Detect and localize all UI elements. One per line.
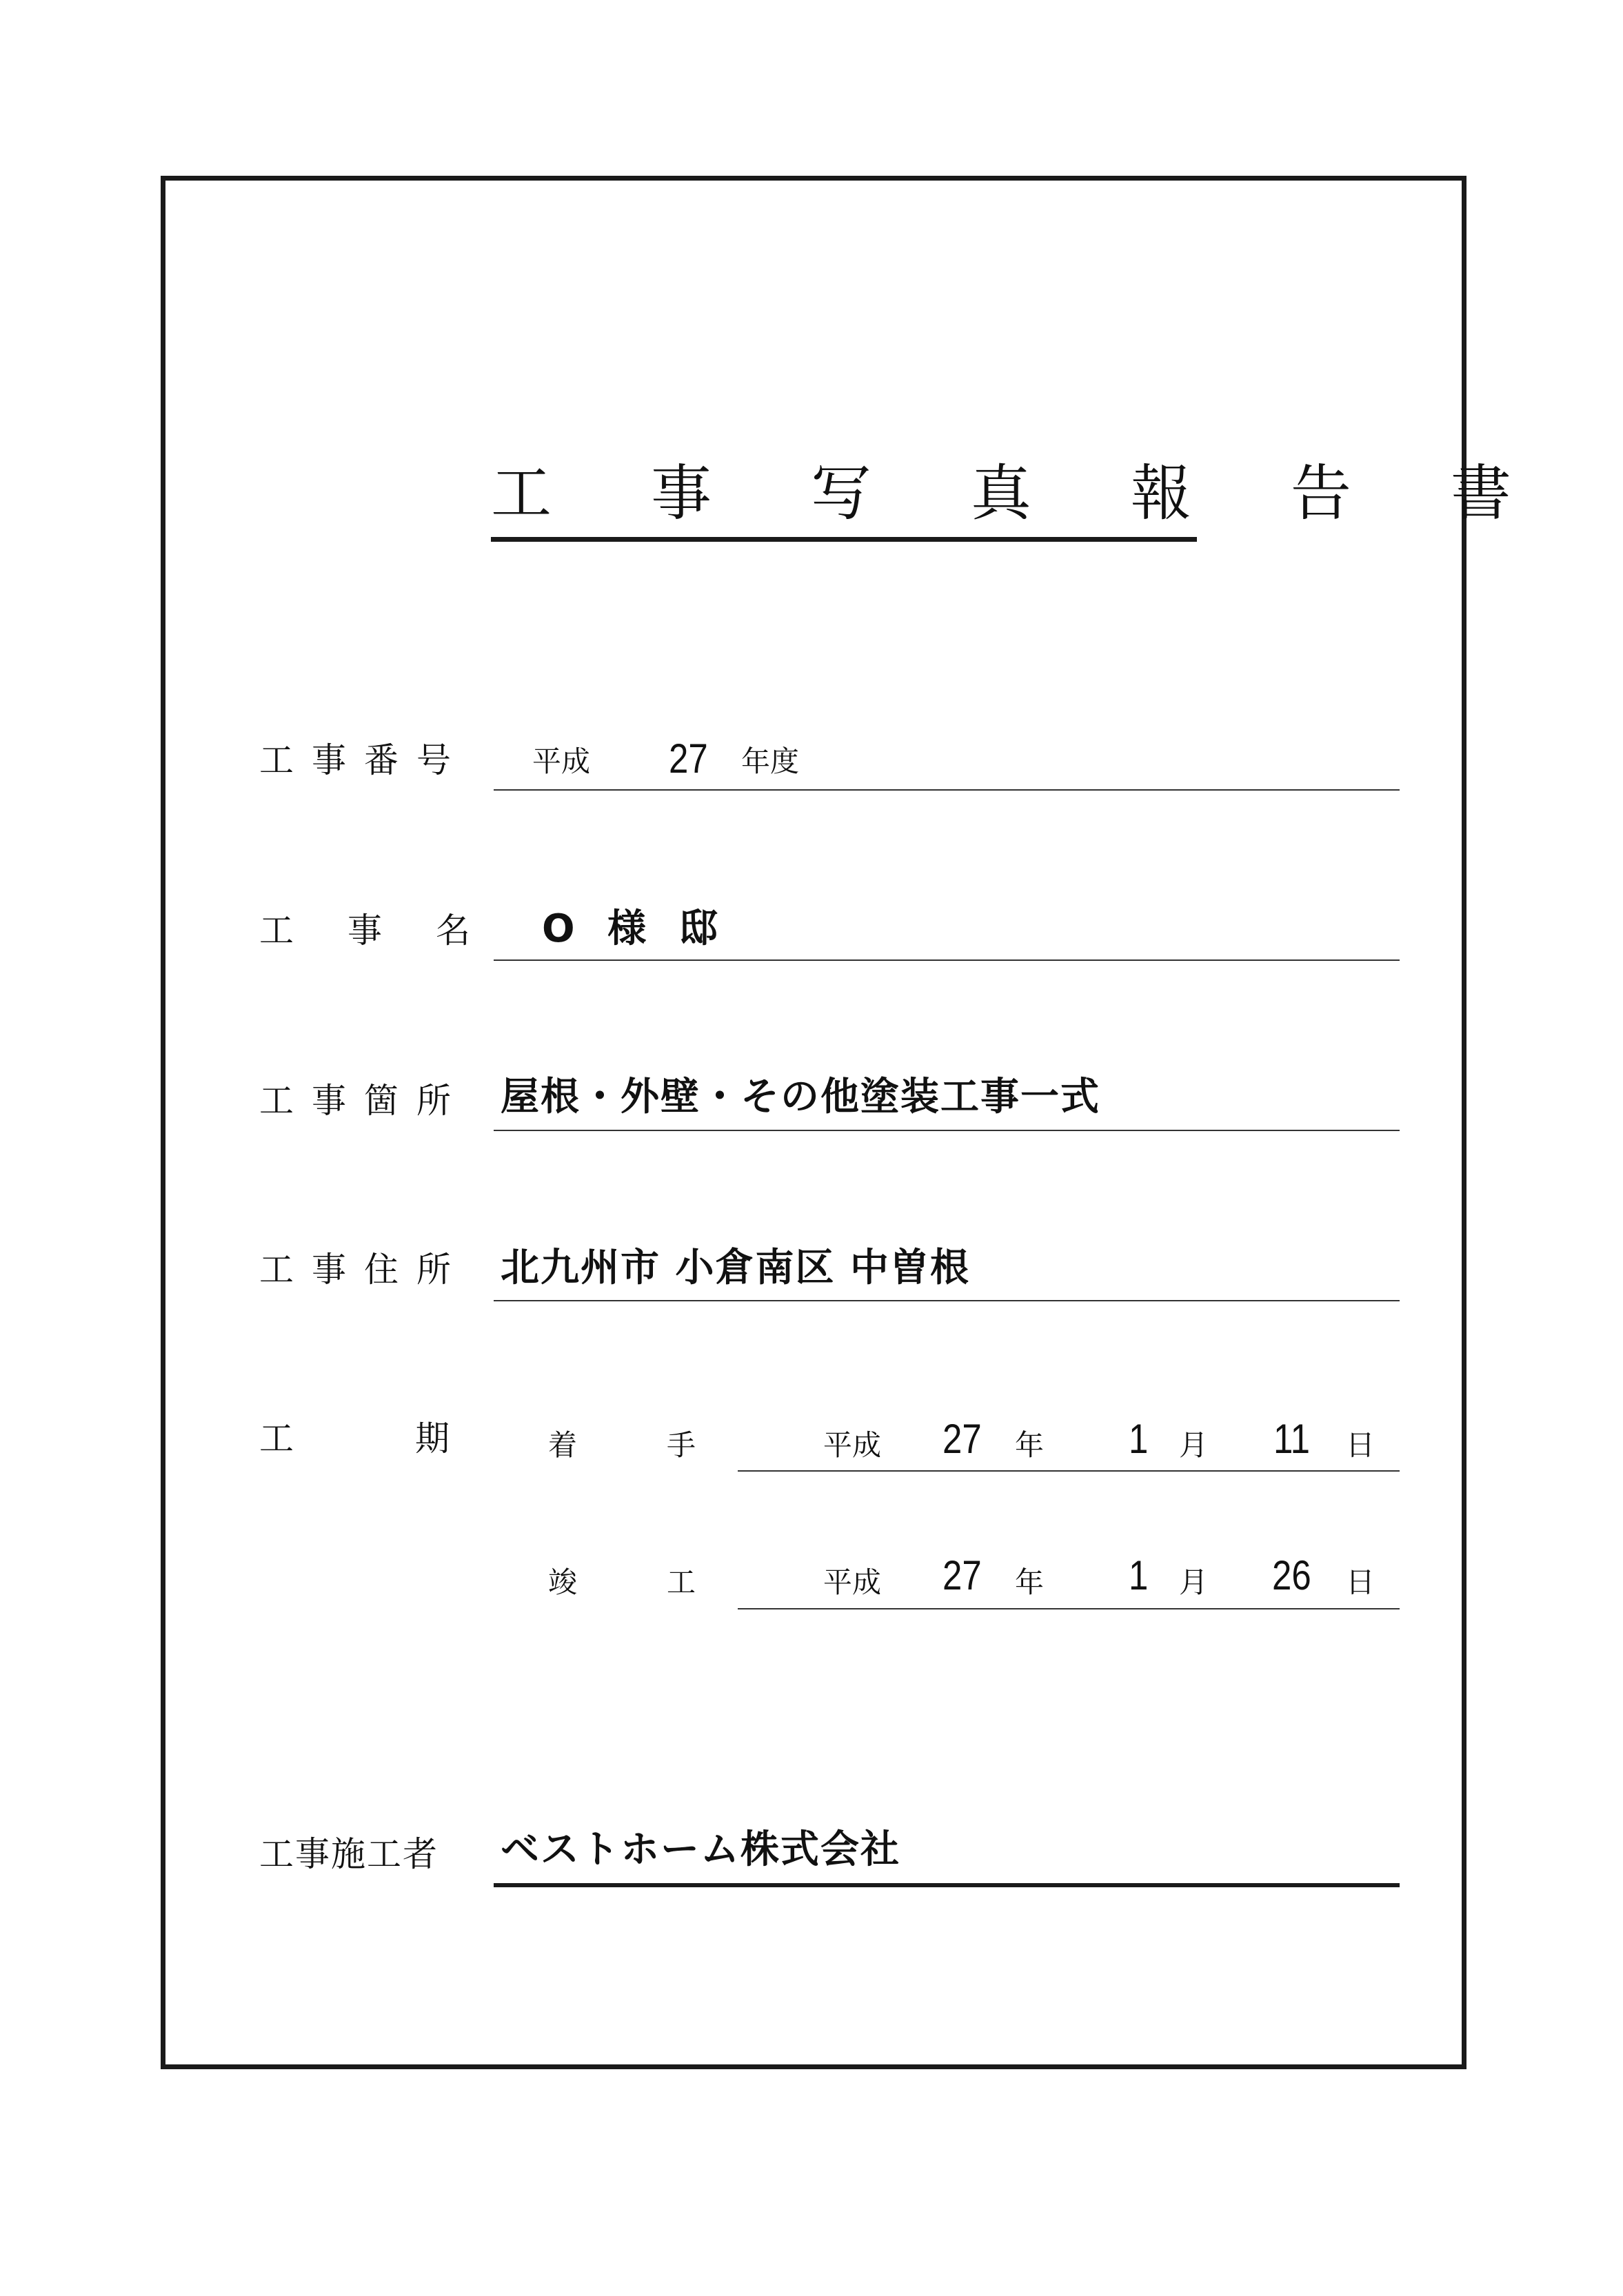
name-underline xyxy=(494,959,1400,961)
document-title: 工 事 写 真 報 告 書 xyxy=(491,458,1551,529)
end-underline xyxy=(738,1608,1400,1609)
number-year: 27 xyxy=(669,735,708,782)
start-year-unit: 年 xyxy=(1015,1428,1045,1462)
contractor-value: ベストホーム株式会社 xyxy=(501,1827,900,1872)
end-era: 平成 xyxy=(823,1565,882,1599)
field-label-contractor: 工事施工者 xyxy=(259,1834,438,1874)
end-month: 1 xyxy=(1129,1552,1149,1598)
end-year: 27 xyxy=(942,1552,982,1598)
end-day: 26 xyxy=(1272,1552,1311,1598)
start-era: 平成 xyxy=(823,1428,882,1462)
start-day: 11 xyxy=(1273,1416,1310,1462)
number-era: 平成 xyxy=(532,744,591,778)
field-label-address: 工事住所 xyxy=(259,1250,469,1290)
title-underline xyxy=(491,537,1197,542)
end-year-unit: 年 xyxy=(1015,1565,1045,1599)
end-month-unit: 月 xyxy=(1179,1565,1209,1599)
start-day-unit: 日 xyxy=(1346,1428,1375,1462)
address-value: 北九州市 小倉南区 中曽根 xyxy=(501,1246,970,1290)
start-year: 27 xyxy=(942,1416,982,1462)
end-day-unit: 日 xyxy=(1346,1565,1375,1599)
start-label: 着手 xyxy=(548,1428,786,1462)
field-label-period: 工期 xyxy=(259,1419,571,1459)
field-label-number: 工事番号 xyxy=(259,740,469,780)
start-underline xyxy=(738,1470,1400,1472)
location-underline xyxy=(494,1130,1400,1131)
address-underline xyxy=(494,1300,1400,1301)
field-label-location: 工事箇所 xyxy=(259,1081,469,1121)
location-value: 屋根・外壁・その他塗装工事一式 xyxy=(501,1075,1100,1119)
end-label: 竣工 xyxy=(548,1565,786,1599)
field-label-name: 工事名 xyxy=(259,911,524,951)
start-month: 1 xyxy=(1129,1416,1149,1462)
name-value: O 様 邸 xyxy=(542,906,727,951)
start-month-unit: 月 xyxy=(1179,1428,1209,1462)
contractor-underline xyxy=(494,1883,1400,1887)
number-year-suffix: 年度 xyxy=(741,744,800,778)
number-underline xyxy=(494,789,1400,791)
